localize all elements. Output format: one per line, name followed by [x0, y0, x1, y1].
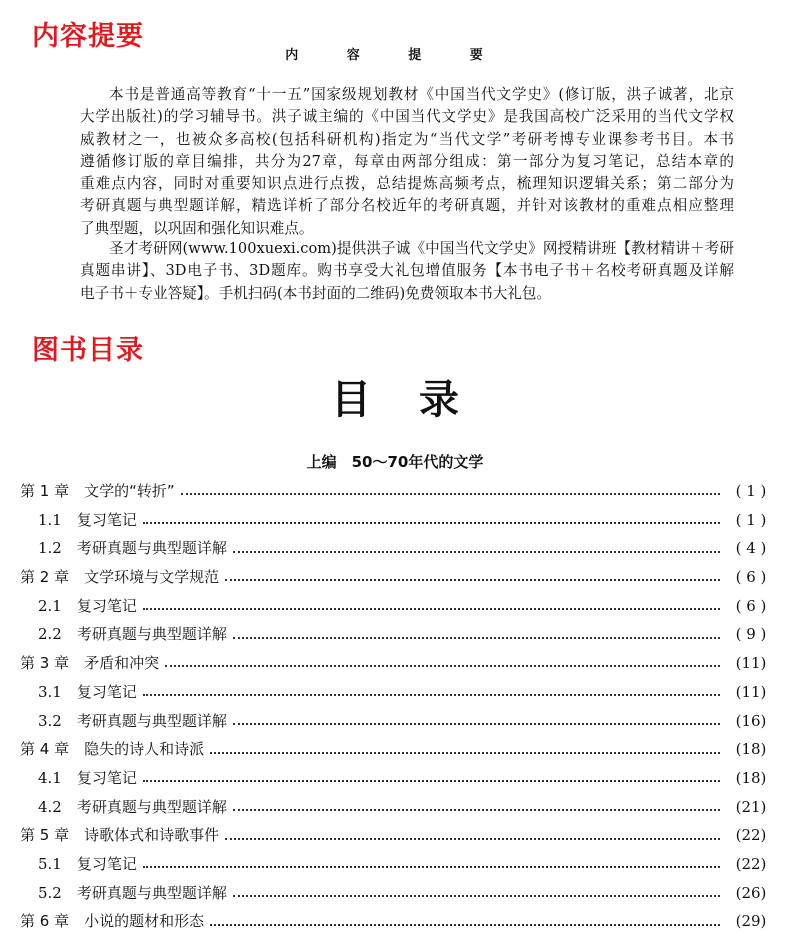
summary-paragraph-2 — [80, 238, 734, 305]
leader-dots — [181, 493, 720, 495]
entry-label: 3.2 考研真题与典型题详解 — [38, 707, 233, 736]
page-number: (16) — [735, 711, 767, 730]
paragraph-line: 电子书＋专业答疑】。手机扫码(本书封面的二维码)免费领取本书大礼包。 — [80, 284, 552, 302]
entry-label: 5.2 考研真题与典型题详解 — [38, 879, 233, 908]
leader-dots — [210, 752, 720, 754]
summary-paragraph-1 — [80, 84, 734, 240]
toc-chapter-entry — [0, 821, 790, 850]
toc-part-title: 上编 50～70年代的文学 — [306, 453, 484, 471]
page-number: (18) — [735, 740, 767, 759]
leader-dots — [225, 579, 720, 581]
entry-label: 4.1 复习笔记 — [38, 764, 143, 793]
toc-chapter-entry — [0, 563, 790, 592]
toc-section-entry — [0, 678, 790, 707]
toc-section-entry — [0, 707, 790, 736]
paragraph-line: 重难点内容，同时对重要知识点进行点拨，总结提炼高频考点，梳理知识逻辑关系；第二部分为 — [80, 175, 734, 193]
toc-section-entry — [0, 506, 790, 535]
entry-label: 1.2 考研真题与典型题详解 — [38, 534, 233, 563]
toc-section-entry — [0, 793, 790, 822]
page-number: (11) — [735, 682, 767, 701]
entry-label: 5.1 复习笔记 — [38, 850, 143, 879]
leader-dots — [225, 838, 720, 840]
leader-dots — [143, 522, 720, 524]
page-number: ( 9 ) — [735, 625, 767, 644]
leader-dots — [233, 809, 720, 811]
toc-title: 目录 — [331, 376, 507, 423]
entry-label: 第 1 章 文学的“转折” — [20, 477, 181, 506]
entry-label: 2.2 考研真题与典型题详解 — [38, 620, 233, 649]
toc-list — [0, 477, 790, 936]
page-number: (11) — [735, 654, 767, 673]
summary-heading: 内容提要 — [32, 21, 144, 52]
page-number: (21) — [735, 797, 767, 816]
paragraph-line: 威教材之一，也被众多高校(包括科研机构)指定为“当代文学”考研考博专业课参考书目。本书 — [80, 130, 734, 148]
page-number: ( 6 ) — [735, 568, 767, 587]
page-number: ( 6 ) — [735, 596, 767, 615]
entry-label: 1.1 复习笔记 — [38, 506, 143, 535]
paragraph-line: 圣才考研网(www.100xuexi.com)提供洪子诚《中国当代文学史》网授精讲班【教材精讲＋考研 — [109, 240, 734, 257]
page-number: ( 1 ) — [735, 510, 767, 529]
page-number: (18) — [735, 768, 767, 787]
toc-section-entry — [0, 764, 790, 793]
page-number: (22) — [735, 854, 767, 873]
leader-dots — [143, 694, 720, 696]
page-number: (22) — [735, 826, 767, 845]
paragraph-line: 了典型题，以巩固和强化知识难点。 — [80, 219, 314, 237]
toc-section-entry — [0, 879, 790, 908]
toc-section-entry — [0, 592, 790, 621]
leader-dots — [143, 866, 720, 868]
entry-label: 第 4 章 隐失的诗人和诗派 — [20, 735, 210, 764]
entry-label: 4.2 考研真题与典型题详解 — [38, 793, 233, 822]
toc-chapter-entry — [0, 907, 790, 936]
paragraph-line: 本书是普通高等教育“十一五”国家级规划教材《中国当代文学史》(修订版，洪子诚著，北京 — [109, 86, 734, 103]
toc-chapter-entry — [0, 477, 790, 506]
page-number: ( 1 ) — [735, 482, 767, 500]
leader-dots — [233, 895, 720, 897]
entry-label: 第 6 章 小说的题材和形态 — [20, 907, 210, 936]
toc-chapter-entry — [0, 649, 790, 678]
summary-title: 内 容 提 要 — [285, 48, 505, 63]
leader-dots — [233, 637, 720, 639]
entry-label: 第 3 章 矛盾和冲突 — [20, 649, 165, 678]
leader-dots — [210, 924, 720, 926]
toc-section-entry — [0, 850, 790, 879]
entry-label: 2.1 复习笔记 — [38, 592, 143, 621]
page-number: (29) — [735, 912, 767, 931]
toc-section-entry — [0, 620, 790, 649]
page-number: (26) — [735, 883, 767, 902]
page-number: ( 4 ) — [735, 539, 767, 558]
leader-dots — [233, 551, 720, 553]
toc-heading: 图书目录 — [32, 335, 144, 366]
entry-label: 第 2 章 文学环境与文学规范 — [20, 563, 225, 592]
toc-chapter-entry — [0, 735, 790, 764]
leader-dots — [233, 723, 720, 725]
entry-label: 3.1 复习笔记 — [38, 678, 143, 707]
leader-dots — [143, 780, 720, 782]
paragraph-line: 遵循修订版的章目编排，共分为27章，每章由两部分组成：第一部分为复习笔记，总结本章的 — [80, 152, 734, 170]
paragraph-line: 大学出版社)的学习辅导书。洪子诚主编的《中国当代文学史》是我国高校广泛采用的当代文学权 — [80, 108, 734, 126]
paragraph-line: 真题串讲】、3D电子书、3D题库。购书享受大礼包增值服务【本书电子书＋名校考研真题及详解 — [80, 262, 734, 280]
leader-dots — [143, 608, 720, 610]
leader-dots — [165, 665, 720, 667]
toc-section-entry — [0, 534, 790, 563]
paragraph-line: 考研真题与典型题详解，精选详析了部分名校近年的考研真题，并针对该教材的重难点相应整理 — [80, 197, 734, 215]
entry-label: 第 5 章 诗歌体式和诗歌事件 — [20, 821, 225, 850]
